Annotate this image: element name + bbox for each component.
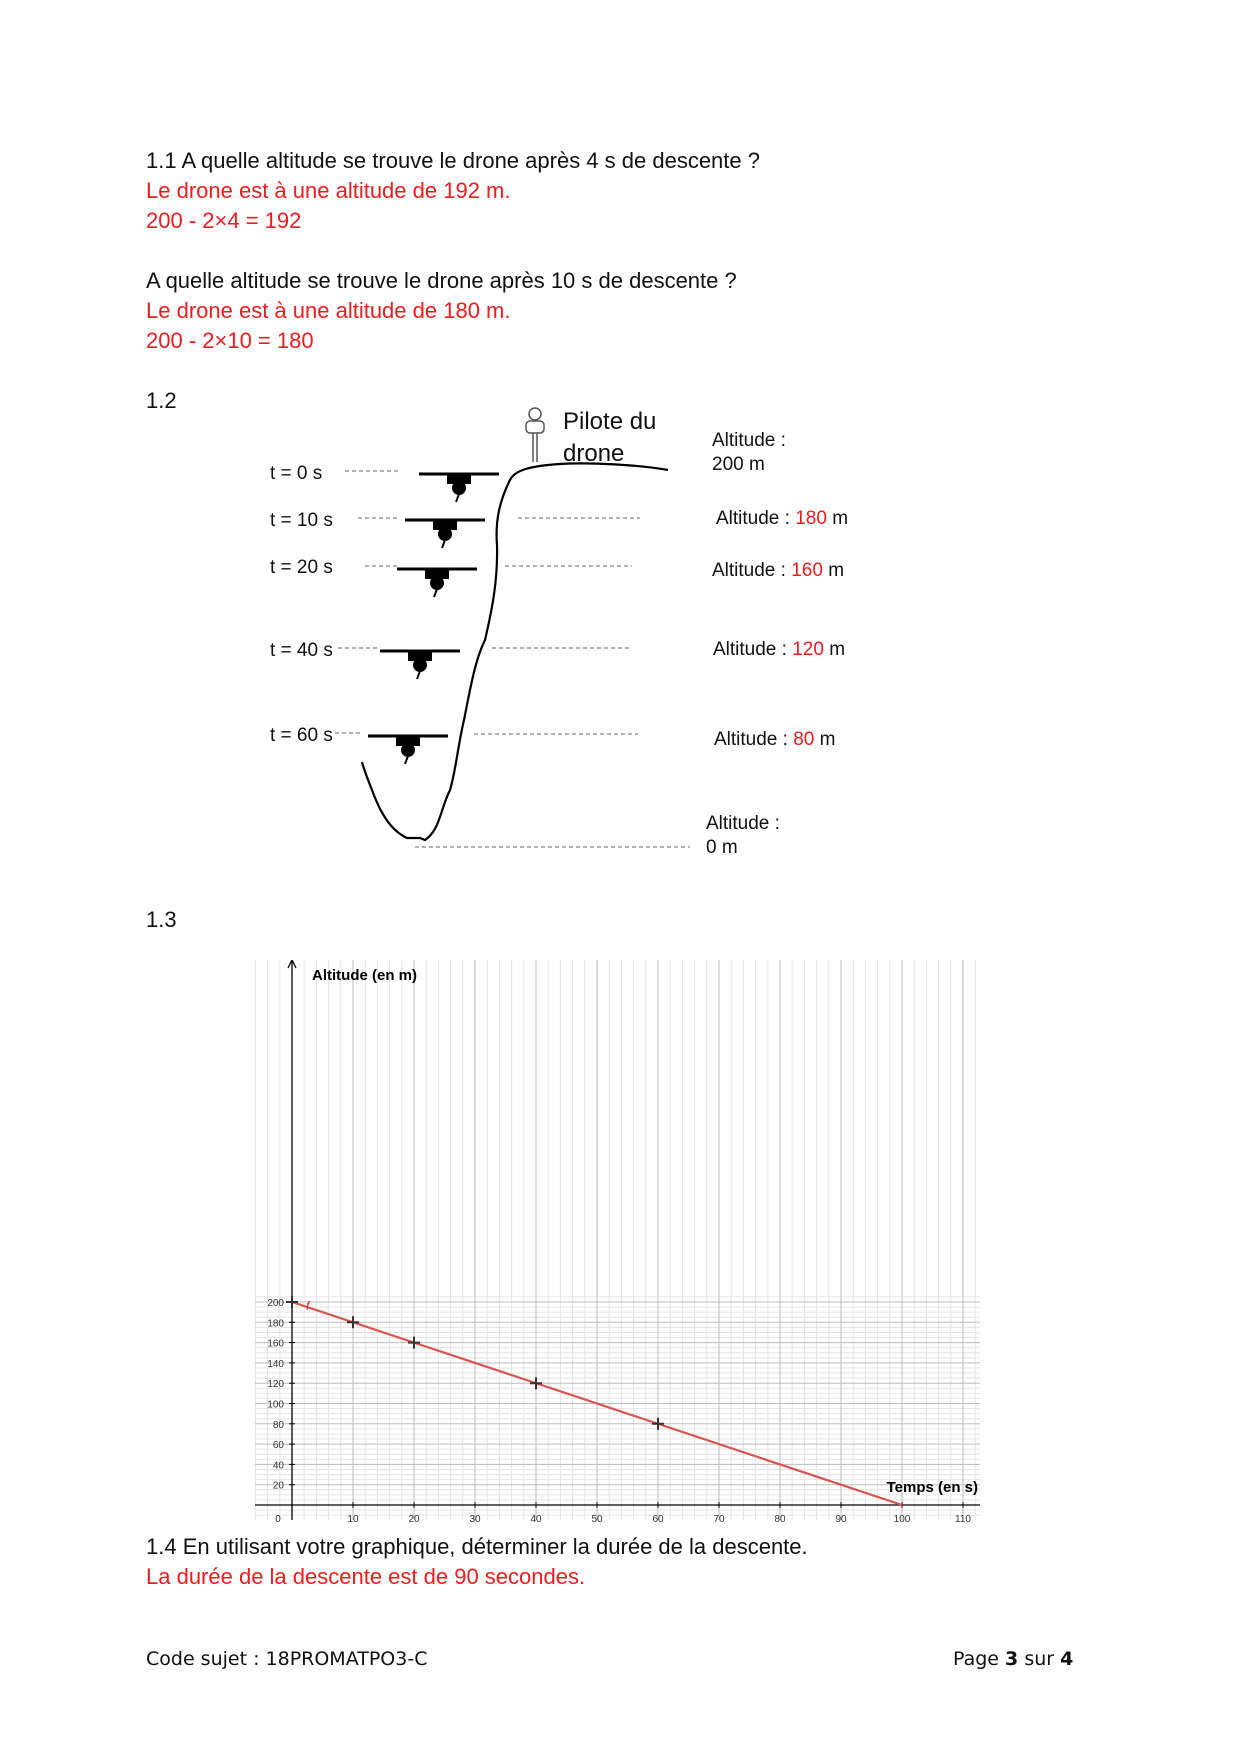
time-label-20: t = 20 s xyxy=(270,557,333,578)
altitude-label-top xyxy=(712,429,786,477)
x-tick-label: 100 xyxy=(893,1514,911,1525)
calc-1-1b: 200 - 2×10 = 180 xyxy=(146,328,314,353)
time-label-10: t = 10 s xyxy=(270,510,333,531)
chart-axes xyxy=(255,960,980,1520)
altitude-value: 160 xyxy=(791,560,823,581)
y-tick-label: 60 xyxy=(272,1440,284,1452)
altitude-prefix: Altitude : xyxy=(712,560,786,581)
page-prefix: Page xyxy=(953,1648,1006,1670)
answer-1-1: Le drone est à une altitude de 192 m. xyxy=(146,178,511,203)
chart-xlabel: Temps (en s) xyxy=(886,1479,978,1496)
altitude-value: 80 xyxy=(793,729,815,750)
altitude-unit: m xyxy=(829,639,846,660)
page-total: 4 xyxy=(1060,1648,1074,1670)
pilot-label xyxy=(563,406,656,470)
footer-code: Code sujet : 18PROMATPO3-C xyxy=(146,1648,428,1670)
altitude-label-180 xyxy=(716,507,848,531)
data-point xyxy=(347,1316,359,1328)
altitude-unit: m xyxy=(828,560,845,581)
altitude-value: 120 xyxy=(792,639,824,660)
pilot-label-line1: Pilote du xyxy=(563,408,657,435)
drone-icon-t40 xyxy=(380,651,460,679)
x-tick-label: 30 xyxy=(469,1514,481,1525)
altitude-prefix: Altitude : xyxy=(716,508,790,529)
drone-icon-t0 xyxy=(419,474,499,502)
altitude-bottom-value: 0 m xyxy=(706,837,738,858)
calc-1-1: 200 - 2×4 = 192 xyxy=(146,208,302,233)
altitude-label-80 xyxy=(714,728,835,752)
altitude-label-160 xyxy=(712,559,844,583)
data-point xyxy=(286,1296,298,1308)
altitude-label-bottom xyxy=(706,812,780,860)
y-tick-label: 140 xyxy=(267,1358,284,1370)
pilot-label-line2: drone xyxy=(563,440,625,467)
altitude-prefix: Altitude : xyxy=(713,639,787,660)
time-label-40: t = 40 s xyxy=(270,640,333,661)
altitude-unit: m xyxy=(832,508,849,529)
chart-ylabel: Altitude (en m) xyxy=(312,967,417,984)
question-1-4: 1.4 En utilisant votre graphique, déterminer la durée de la descente. xyxy=(146,1534,808,1559)
section-1-2-number: 1.2 xyxy=(146,388,177,413)
x-tick-label: 60 xyxy=(652,1514,664,1525)
altitude-guides xyxy=(335,471,690,847)
y-tick-label: 120 xyxy=(267,1379,284,1391)
page-mid: sur xyxy=(1018,1648,1061,1670)
x-tick-label: 50 xyxy=(591,1514,603,1525)
altitude-chart xyxy=(250,960,990,1535)
x-tick-label: 0 xyxy=(275,1514,281,1525)
drone-icon-t20 xyxy=(397,569,477,597)
y-tick-label: 180 xyxy=(267,1318,284,1330)
y-tick-label: 40 xyxy=(272,1460,284,1472)
y-tick-label: 200 xyxy=(267,1298,284,1309)
chart-line-name: f xyxy=(306,1299,310,1314)
y-tick-label: 20 xyxy=(272,1480,284,1492)
data-point xyxy=(530,1377,542,1389)
altitude-top-value: 200 m xyxy=(712,454,765,475)
section-1-3-number: 1.3 xyxy=(146,907,177,932)
time-label-0: t = 0 s xyxy=(270,463,323,484)
footer-page xyxy=(953,1648,1073,1670)
data-point xyxy=(408,1337,420,1349)
drone-icon-t10 xyxy=(405,520,485,548)
chart-grid-major xyxy=(255,960,980,1520)
answer-1-4: La durée de la descente est de 90 secondes. xyxy=(146,1564,586,1589)
x-tick-label: 10 xyxy=(347,1514,359,1525)
x-tick-label: 20 xyxy=(408,1514,420,1525)
y-tick-label: 100 xyxy=(267,1399,284,1411)
altitude-prefix: Altitude : xyxy=(712,430,786,451)
drone-icon-t60 xyxy=(368,736,448,764)
x-tick-label: 110 xyxy=(955,1514,971,1525)
page-current: 3 xyxy=(1005,1648,1019,1670)
question-1-1b: A quelle altitude se trouve le drone après 10 s de descente ? xyxy=(146,268,737,293)
altitude-label-120 xyxy=(713,638,845,662)
y-tick-label: 80 xyxy=(272,1419,284,1431)
pilot-icon xyxy=(526,408,544,462)
altitude-prefix: Altitude : xyxy=(706,813,780,834)
answer-1-1b: Le drone est à une altitude de 180 m. xyxy=(146,298,511,323)
x-tick-label: 80 xyxy=(774,1514,786,1525)
altitude-unit: m xyxy=(819,729,836,750)
time-label-60: t = 60 s xyxy=(270,725,333,746)
x-tick-label: 70 xyxy=(713,1514,725,1525)
x-tick-label: 40 xyxy=(530,1514,542,1525)
question-1-1: 1.1 A quelle altitude se trouve le drone après 4 s de descente ? xyxy=(146,148,760,173)
data-point xyxy=(652,1418,664,1430)
altitude-prefix: Altitude : xyxy=(714,729,788,750)
altitude-value: 180 xyxy=(795,508,827,529)
x-tick-label: 90 xyxy=(835,1514,847,1525)
chart-grid-minor xyxy=(255,960,980,1520)
y-tick-label: 160 xyxy=(267,1338,284,1350)
